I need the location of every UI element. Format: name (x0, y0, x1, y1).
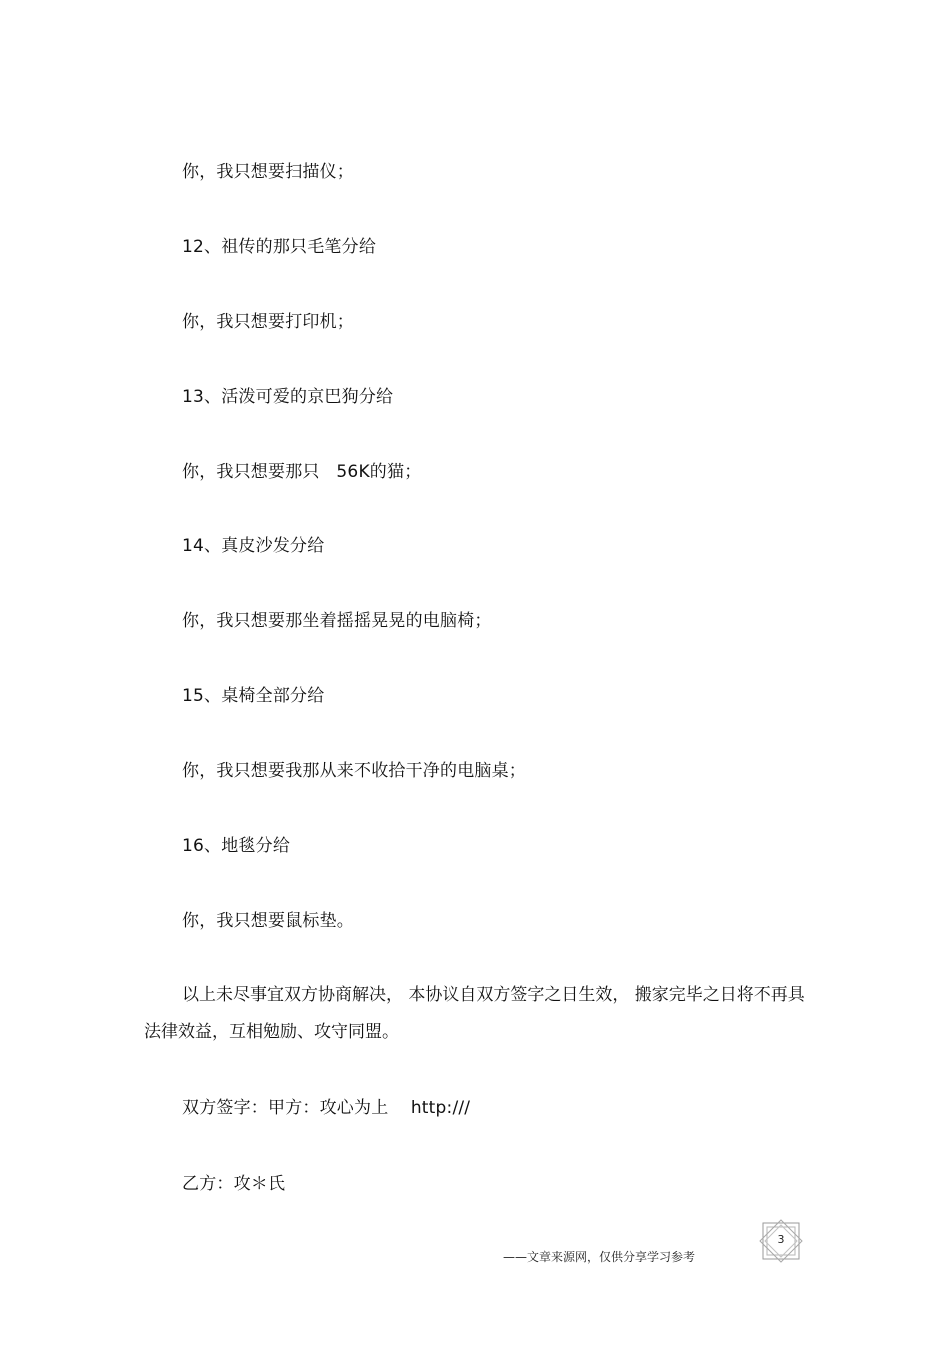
page-number: 3 (777, 1233, 785, 1246)
signature-line: 双方签字：甲方：攻心为上 http:/// (182, 1098, 471, 1118)
text-line: 你，我只想要扫描仪； (182, 162, 354, 182)
text-line: 12、祖传的那只毛笔分给 (182, 237, 377, 257)
text-line: 你，我只想要鼠标垫。 (182, 911, 354, 931)
text-line: 你，我只想要我那从来不收拾干净的电脑桌； (182, 761, 526, 781)
closing-paragraph (144, 977, 814, 1051)
party-b-line: 乙方：攻＊氏 (182, 1174, 286, 1194)
text-line: 你，我只想要那坐着摇摇晃晃的电脑椅； (182, 611, 492, 631)
text-line: 15、桌椅全部分给 (182, 686, 325, 706)
text-line: 你，我只想要那只 56K的猫； (182, 462, 422, 482)
text-line: 13、活泼可爱的京巴狗分给 (182, 387, 394, 407)
footer-source-note: ——文章来源网，仅供分享学习参考 (503, 1250, 696, 1264)
text-line: 14、真皮沙发分给 (182, 536, 325, 556)
text-line: 16、地毯分给 (182, 836, 291, 856)
text-line: 你，我只想要打印机； (182, 312, 354, 332)
closing-paragraph-text: 以上未尽事宜双方协商解决， 本协议自双方签字之日生效， 搬家完毕之日将不再具法律效益，互相勉励、攻守同盟。 (144, 985, 805, 1042)
page-number-badge (757, 1219, 805, 1263)
